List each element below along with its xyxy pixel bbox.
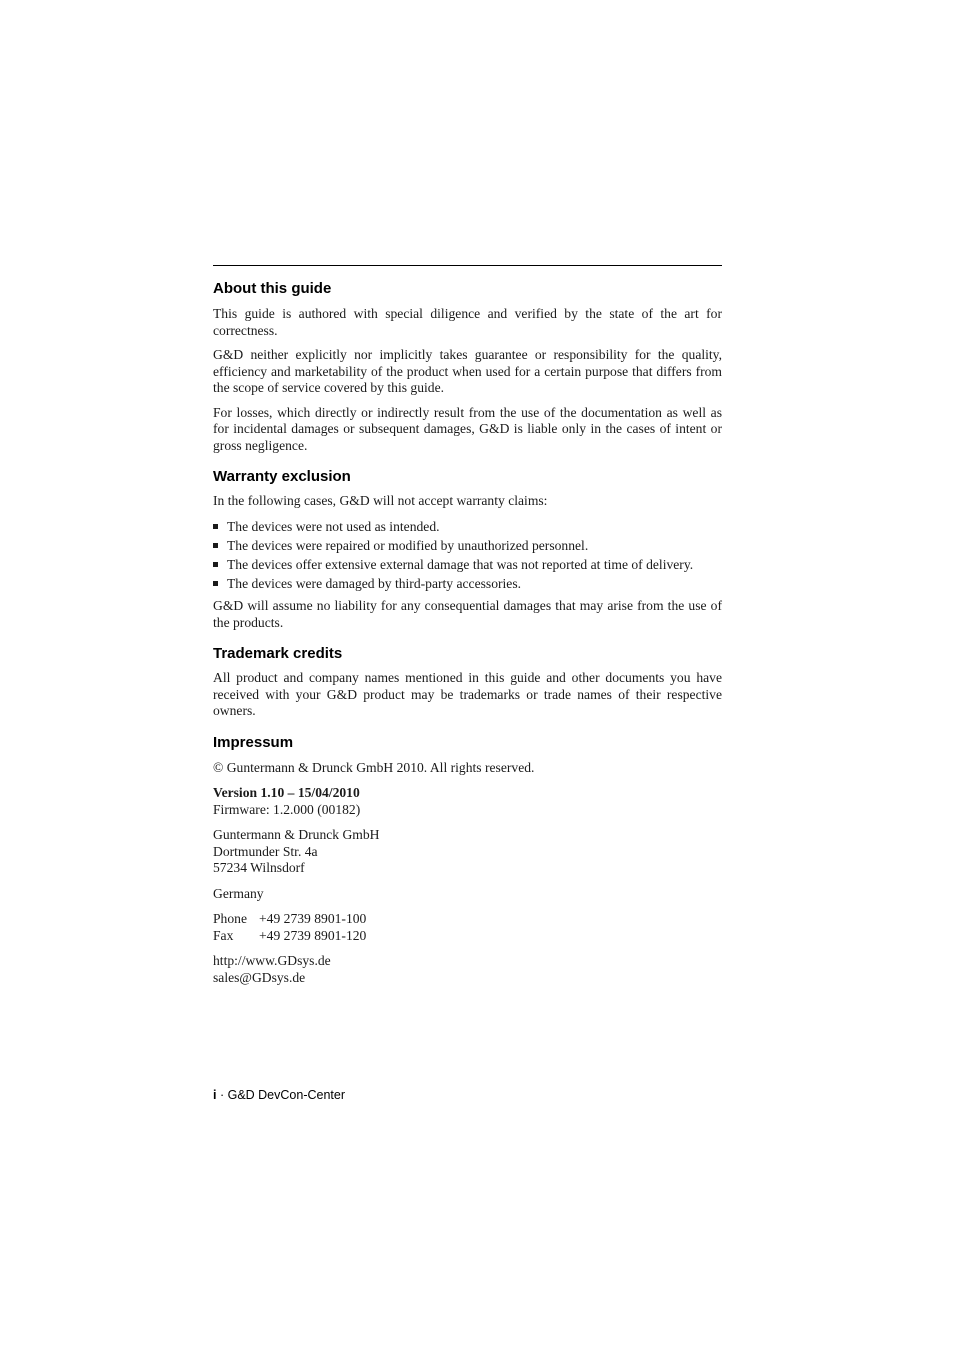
page-number: i: [213, 1088, 217, 1102]
top-rule: [213, 265, 722, 266]
city: 57234 Wilnsdorf: [213, 860, 305, 875]
warranty-outro: G&D will assume no liability for any consequential damages that may arise from the use of the products.: [213, 598, 722, 630]
bullet-icon: [213, 581, 218, 586]
fax-number: +49 2739 8901-120: [259, 927, 367, 943]
impressum-web: [213, 953, 722, 986]
impressum-version: [213, 785, 722, 818]
heading-warranty: Warranty exclusion: [213, 468, 351, 485]
page-footer: [213, 1088, 345, 1103]
list-item: The devices were damaged by third-party accessories.: [213, 576, 722, 593]
phone-label: Phone: [213, 911, 247, 926]
website-link[interactable]: http://www.GDsys.de: [213, 953, 331, 968]
impressum-address: [213, 827, 722, 877]
email-link[interactable]: sales@GDsys.de: [213, 969, 306, 985]
list-item: The devices offer extensive external damage that was not reported at time of delivery.: [213, 557, 722, 574]
version-text: Version 1.10 – 15/04/2010: [213, 785, 360, 800]
footer-title: G&D DevCon-Center: [227, 1088, 345, 1102]
warranty-list: [213, 519, 722, 593]
bullet-icon: [213, 524, 218, 529]
bullet-icon: [213, 543, 218, 548]
fax-line: [213, 928, 722, 945]
warranty-intro: In the following cases, G&D will not accept warranty claims:: [213, 493, 548, 508]
country: Germany: [213, 885, 264, 901]
about-paragraph: This guide is authored with special diligence and verified by the state of the art for correctness.: [213, 306, 722, 338]
heading-about: About this guide: [213, 280, 332, 297]
phone-number: +49 2739 8901-100: [259, 911, 367, 926]
impressum-copyright: © Guntermann & Drunck GmbH 2010. All rights reserved.: [213, 759, 535, 775]
firmware-text: Firmware: 1.2.000 (00182): [213, 801, 361, 817]
footer-separator: ·: [216, 1088, 228, 1102]
document-page: [213, 265, 722, 986]
company-name: Guntermann & Drunck GmbH: [213, 827, 380, 842]
about-paragraph: G&D neither explicitly nor implicitly takes guarantee or responsibility for the quality, efficiency and marketability of the product when used for a certain purpose that differs from the scope of service covered by this guide.: [213, 347, 722, 395]
about-paragraph: For losses, which directly or indirectly result from the use of the documentation as well as for incidental damages or subsequent damages, G&D is liable only in the cases of intent or gross negligence.: [213, 404, 722, 453]
fax-label: Fax: [213, 927, 234, 943]
list-item: The devices were not used as intended.: [213, 519, 722, 536]
trademark-text: All product and company names mentioned in this guide and other documents you have received with your G&D product may be trademarks or trade names of their respective owners.: [213, 670, 722, 718]
heading-impressum: Impressum: [213, 733, 294, 751]
impressum-contact: [213, 911, 722, 944]
list-item: The devices were repaired or modified by unauthorized personnel.: [213, 538, 722, 555]
street: Dortmunder Str. 4a: [213, 843, 318, 859]
impressum-country: [213, 886, 722, 903]
heading-trademark: Trademark credits: [213, 645, 343, 662]
bullet-icon: [213, 562, 218, 567]
phone-line: [213, 911, 722, 928]
